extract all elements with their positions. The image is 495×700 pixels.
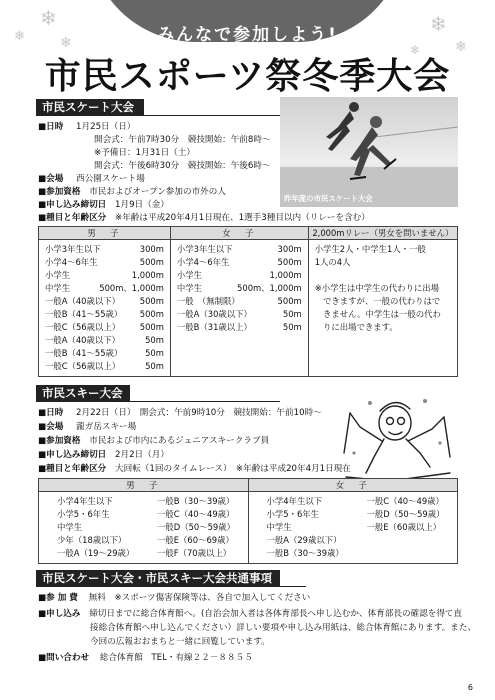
table-header: 女 子 [170,227,308,240]
snowflake-icon: ❄ [455,39,467,55]
table-header: 2,000mリレー（男女を問いません） [308,227,457,240]
ski-events-value: 大回転（1回のタイムレース） ※年齢は平成20年4月1日現在 [115,464,351,474]
list-item: 中学生 一般D（50～59歳） [57,522,236,532]
list-item: 一般A（29歳以下） [266,535,342,545]
page-title: 市民スポーツ祭冬季大会 [44,56,451,97]
apply-line [38,608,462,620]
ski-qual-value: 市民および市内にあるジュニアスキークラブ員 [89,436,270,446]
apply-text-2: 接総合体育館へ申し込んでください）詳しい要項や申し込み用紙は、総合体育館にあります。また、 [90,623,477,633]
skate-venue-line [38,173,145,185]
list-item: 一般A（30歳以下） 50m [176,309,302,319]
list-item: 一般A（40歳以下） 50m [45,335,164,345]
list-item: 小学生 1,000m [45,270,164,280]
skate-photo [280,97,458,207]
skate-qual-value: 市民およびオープン参加の市外の人 [89,187,226,197]
ski-venue-value: 瀧ガ岳スキー場 [76,422,137,432]
ski-date-value: 2月22日（日） 開会式：午前9時10分 競技開始：午前10時～ [76,408,322,418]
skate-venue-value: 西公園スケート場 [76,174,145,184]
skate-heading: 市民スケート大会 [36,99,144,116]
table-header: 男 子 [39,227,171,240]
relay-line: きません。中学生は一般の代わ [314,309,441,319]
ski-venue-label: ■会場 [38,422,64,432]
list-item: 一般B（30～39歳） [266,548,344,558]
table-header: 女 子 [248,479,458,492]
ski-deadline-label: ■申し込み締切日 [38,450,107,460]
list-item: 一般C（56歳以上） 500m [45,322,164,332]
ski-events-table [38,478,458,564]
list-item: 一般A（19～29歳） 一般F（70歳以上） [57,548,232,558]
ski-men-cell [39,492,249,564]
list-item: 小学5・6年生 一般C（40～49歳） [57,509,235,519]
list-item: 小学生 1,000m [176,270,302,280]
skate-deadline-value: 1月9日（金） [115,200,169,210]
ski-date-label: ■日時 [38,408,64,418]
ski-events-label: ■種目と年齢区分 [38,464,107,474]
ski-deadline-value: 2月2日（月） [115,450,169,460]
fee-line [38,592,310,604]
divider [36,401,280,402]
relay-line: 1人の4人 [314,257,351,267]
ski-venue-line [38,421,136,433]
list-item: 一般 （無制限） 500m [176,296,302,306]
ski-deadline-line [38,449,169,461]
skate-date-line4: 開会式：午後6時30分 競技開始：午後6時～ [94,161,271,171]
list-item: 小学3年生以下 300m [45,244,164,254]
divider [36,586,306,587]
relay-line: できますが、一般の代わりはで [314,296,441,306]
relay-line: ※小学生は中学生の代わりに出場 [314,283,439,293]
list-item: 一般C（56歳以上） 50m [45,361,164,371]
fee-label: ■参 加 費 [38,593,78,603]
skate-events-value: ※年齢は平成20年4月1日現在、1選手3種目以内（リレーを含む） [115,213,370,223]
skate-events-label: ■種目と年齢区分 [38,213,107,223]
skate-date-line3: ※予備日：1月31日（土） [94,148,195,158]
common-heading: 市民スケート大会・市民スキー大会共通事項 [36,570,280,587]
skate-venue-label: ■会場 [38,174,64,184]
skate-date-value: 1月25日（日） [76,122,136,132]
list-item: 少年（18歳以下） 一般E（60～69歳） [57,535,234,545]
ski-date-line [38,407,322,419]
snowflake-icon: ❄ [40,6,57,30]
list-item: 中学生 500m、1,000m [45,283,164,293]
skate-relay-cell [308,240,457,377]
snowflake-icon: ❄ [410,43,421,57]
skate-women-cell [170,240,308,377]
list-item: 小学4年生以下 一般B（30～39歳） [57,496,235,506]
skate-date-line2: 開会式：午前7時30分 競技開始：午前8時～ [94,135,271,145]
contact-label: ■問い合わせ [38,653,90,663]
list-item: 中学生 500m、1,000m [176,283,302,293]
skate-qual-line [38,186,226,198]
relay-line: 小学生2人・中学生1人・一般 [314,244,426,254]
skate-qual-label: ■参加資格 [38,187,81,197]
page-header [0,0,495,97]
skate-events-line [38,212,370,224]
skate-events-table [38,226,458,377]
list-item: 一般B（41～55歳） 500m [45,309,164,319]
list-item: 一般A（40歳以下） 500m [45,296,164,306]
skier-illustration [340,393,455,491]
divider [36,115,280,116]
list-item: 小学4～6年生 500m [176,257,302,267]
snowflake-icon: ❄ [430,12,447,36]
list-item: 一般B（41～55歳） 50m [45,348,164,358]
apply-text-1: 締切日までに総合体育館へ。(自治会加入者は各体育部長へ申し込むか、体育部長の確認を得て直 [89,609,463,619]
relay-line: りに出場できます。 [314,322,398,332]
ski-qual-label: ■参加資格 [38,436,81,446]
photo-caption: 昨年度の市民スケート大会 [284,194,373,203]
snowflake-icon: ❄ [14,29,25,44]
apply-text-3: 今回の広報おおまちと一緒に回覧しています。 [90,637,270,647]
skate-deadline-label: ■申し込み締切日 [38,200,107,210]
fee-value: 無料 ※スポーツ傷害保険等は、各自で加入してください [88,593,311,603]
list-item: 小学3年生以下 300m [176,244,302,254]
skater-image [280,97,458,207]
skate-men-cell [39,240,171,377]
table-header: 男 子 [39,479,249,492]
skate-deadline-line [38,199,169,211]
skate-date-line [38,121,135,133]
ski-qual-line [38,435,269,447]
ski-women-cell [248,492,458,564]
list-item: 一般B（31歳以上） 50m [176,322,302,332]
ski-events-line [38,463,351,475]
relay-spacer [315,269,451,282]
slogan: みんなで参加しよう! [157,25,338,45]
list-item: 小学5・6年生 一般D（50～59歳） [266,509,445,519]
page-number: 6 [467,683,473,692]
skate-date-label: ■日時 [38,122,64,132]
list-item: 小学4年生以下 一般C（40～49歳） [266,496,444,506]
list-item: 中学生 一般E（60歳以上） [266,522,442,532]
contact-value: 総合体育館 TEL・有線２２－８８５５ [99,653,253,663]
snowflake-icon: ❄ [60,35,72,51]
list-item: 小学4～6年生 500m [45,257,164,267]
apply-label: ■申し込み [38,609,81,619]
contact-line [38,652,253,664]
ski-heading: 市民スキー大会 [36,385,130,402]
